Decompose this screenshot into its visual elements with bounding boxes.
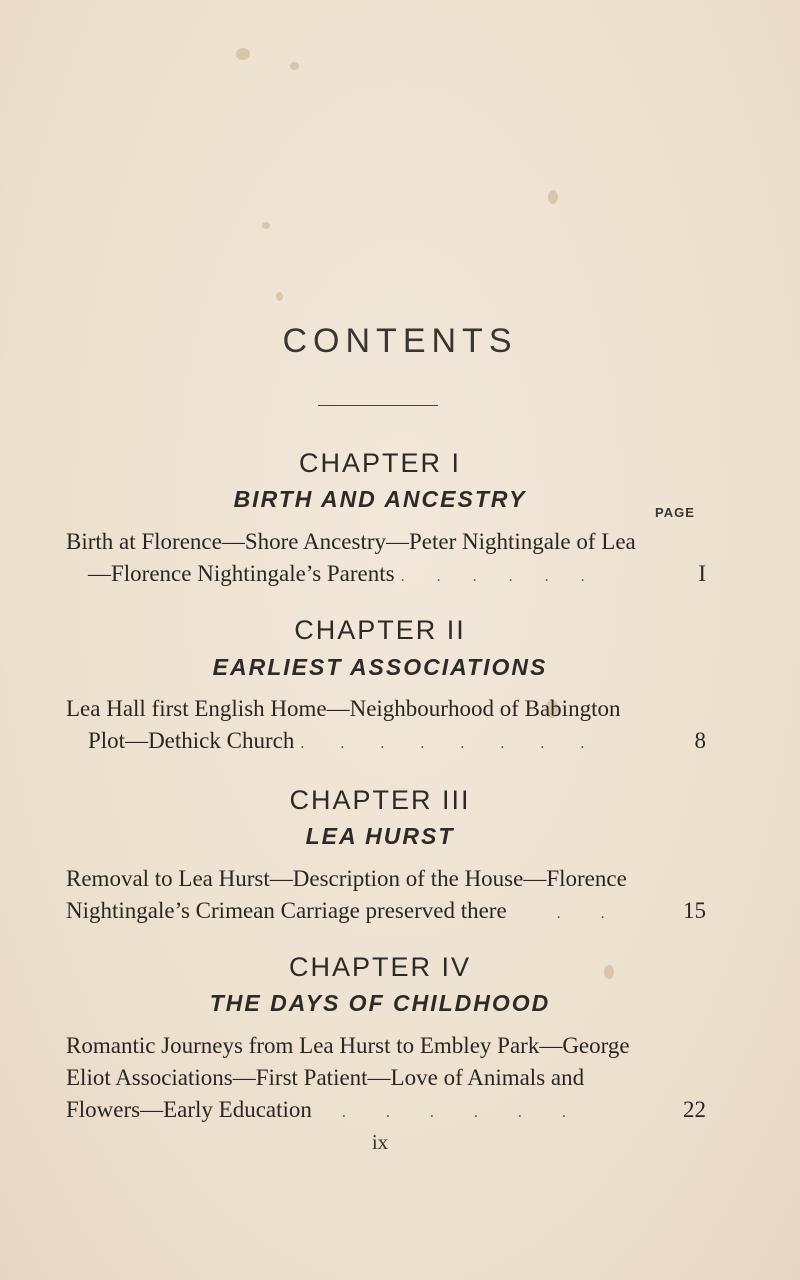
title-rule [318, 405, 438, 406]
chapter-heading: CHAPTER II [294, 615, 466, 645]
chapter-subtitle: BIRTH AND ANCESTRY [233, 486, 527, 512]
entry-line: Flowers—Early Education [66, 1097, 312, 1122]
entry-page-number: I [698, 561, 706, 586]
chapter-entry[interactable] [66, 1030, 706, 1129]
page-column-label: PAGE [655, 505, 695, 520]
dot-leader: . . . . . . [317, 1104, 566, 1121]
chapter-subtitle: LEA HURST [305, 823, 455, 849]
dot-leader: . . . . . . [400, 568, 585, 585]
entry-line: —Florence Nightingale’s Parents [88, 561, 395, 586]
foxing-spot [548, 190, 558, 204]
chapter-entry[interactable] [66, 693, 706, 760]
entry-line: Romantic Journeys from Lea Hurst to Embley Park—George [66, 1033, 630, 1058]
chapter-subtitle: THE DAYS OF CHILDHOOD [209, 990, 551, 1016]
foxing-spot [262, 222, 270, 229]
foxing-spot [290, 62, 299, 70]
chapter-heading: CHAPTER IV [288, 952, 472, 982]
entry-line: Eliot Associations—First Patient—Love of Animals and [66, 1065, 585, 1090]
folio-page-number: ix [371, 1130, 389, 1154]
foxing-spot [236, 48, 250, 60]
chapter-heading: CHAPTER III [289, 785, 471, 815]
entry-line: Nightingale’s Crimean Carriage preserved there [66, 898, 507, 923]
entry-page-number: 22 [683, 1097, 706, 1122]
entry-line: Lea Hall first English Home—Neighbourhood of Babington [66, 696, 621, 721]
dot-leader: . . . . . . . . [300, 735, 585, 752]
foxing-spot [276, 292, 283, 301]
chapter-subtitle: EARLIEST ASSOCIATIONS [212, 654, 548, 680]
entry-line: Plot—Dethick Church [88, 728, 295, 753]
entry-page-number: 8 [694, 728, 706, 753]
dot-leader: . . [512, 905, 605, 922]
entry-page-number: 15 [683, 898, 706, 923]
chapter-entry[interactable] [66, 526, 706, 593]
entry-line: Removal to Lea Hurst—Description of the House—Florence [66, 866, 627, 891]
contents-title: CONTENTS [282, 322, 518, 360]
chapter-entry[interactable] [66, 863, 706, 930]
chapter-heading: CHAPTER I [298, 448, 462, 478]
entry-line: Birth at Florence—Shore Ancestry—Peter Nightingale of Lea [66, 529, 636, 554]
